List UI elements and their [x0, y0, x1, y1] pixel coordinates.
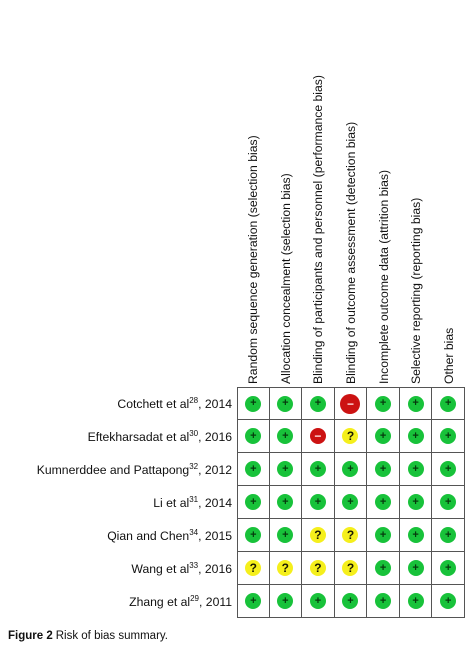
domain-header-label: Blinding of outcome assessment (detection bias) [343, 121, 358, 384]
low-risk-icon: + [342, 461, 358, 477]
grid-cell [335, 388, 368, 420]
grid-cell [302, 519, 335, 552]
domain-header-label: Blinding of participants and personnel (performance bias) [311, 75, 326, 384]
grid-cell [302, 388, 335, 420]
study-label [131, 561, 232, 576]
grid-cell [432, 486, 465, 519]
domain-header-label: Incomplete outcome data (attrition bias) [376, 169, 391, 384]
low-risk-icon: + [245, 593, 261, 609]
low-risk-icon: + [440, 461, 456, 477]
grid-cell [238, 388, 270, 420]
study-label [88, 429, 232, 444]
grid-cell [302, 486, 335, 519]
low-risk-icon: + [342, 593, 358, 609]
study-name: Li et al [153, 495, 190, 510]
grid-cell [400, 388, 433, 420]
low-risk-icon: + [245, 494, 261, 510]
low-risk-icon: + [245, 396, 261, 412]
study-name: Zhang et al [129, 594, 191, 609]
grid-cell [335, 519, 368, 552]
low-risk-icon: + [245, 527, 261, 543]
grid-cell [432, 585, 465, 618]
low-risk-icon: + [310, 396, 326, 412]
low-risk-icon: + [277, 461, 293, 477]
low-risk-icon: + [440, 593, 456, 609]
grid-cell [400, 552, 433, 585]
grid-cell [367, 388, 400, 420]
low-risk-icon: + [375, 593, 391, 609]
grid-cell [302, 585, 335, 618]
low-risk-icon: + [375, 527, 391, 543]
domain-header [270, 4, 303, 384]
low-risk-icon: + [310, 494, 326, 510]
grid-cell [367, 519, 400, 552]
low-risk-icon: + [342, 494, 358, 510]
low-risk-icon: + [277, 593, 293, 609]
unclear-risk-icon: ? [342, 560, 358, 576]
study-name: Kumnerddee and Pattapong [36, 462, 190, 477]
study-name: Wang et al [131, 561, 190, 576]
unclear-risk-icon: ? [277, 560, 293, 576]
study-label [107, 528, 232, 543]
grid-cell [238, 552, 270, 585]
high-risk-icon: − [310, 428, 326, 444]
domain-header-label: Other bias [441, 327, 456, 384]
grid-cell [367, 486, 400, 519]
grid-cell [270, 486, 303, 519]
grid-cell [238, 585, 270, 618]
low-risk-icon: + [408, 560, 424, 576]
study-year: , 2015 [198, 528, 232, 543]
grid-cell [302, 552, 335, 585]
study-name: Cotchett et al [117, 396, 190, 411]
domain-header [302, 4, 335, 384]
low-risk-icon: + [375, 461, 391, 477]
low-risk-icon: + [408, 494, 424, 510]
grid-cell [432, 420, 465, 453]
study-label [37, 462, 232, 477]
grid-cell [270, 585, 303, 618]
domain-header [335, 4, 368, 384]
study-reference: 28 [189, 395, 199, 405]
study-year: , 2016 [198, 561, 232, 576]
domain-header-label: Selective reporting (reporting bias) [409, 197, 424, 384]
grid-cell [367, 420, 400, 453]
low-risk-icon: + [440, 428, 456, 444]
domain-header [400, 4, 433, 384]
grid-cell [432, 552, 465, 585]
grid-cell [400, 486, 433, 519]
unclear-risk-icon: ? [310, 560, 326, 576]
unclear-risk-icon: ? [245, 560, 261, 576]
grid-cell [270, 388, 303, 420]
low-risk-icon: + [245, 461, 261, 477]
figure-label: Figure 2 [8, 630, 53, 642]
study-labels [0, 387, 232, 618]
low-risk-icon: + [440, 527, 456, 543]
grid-cell [238, 519, 270, 552]
study-reference: 34 [189, 527, 199, 537]
low-risk-icon: + [408, 396, 424, 412]
domain-header [432, 4, 465, 384]
domain-header [367, 4, 400, 384]
study-reference: 29 [190, 593, 200, 603]
risk-of-bias-grid [237, 387, 465, 618]
study-year: , 2014 [198, 495, 232, 510]
unclear-risk-icon: ? [342, 428, 358, 444]
study-name: Qian and Chen [107, 528, 190, 543]
grid-cell [335, 552, 368, 585]
grid-cell [367, 453, 400, 486]
low-risk-icon: + [277, 396, 293, 412]
grid-cell [432, 388, 465, 420]
grid-cell [432, 519, 465, 552]
grid-cell [335, 486, 368, 519]
grid-cell [270, 453, 303, 486]
grid-cell [302, 453, 335, 486]
grid-cell [400, 585, 433, 618]
study-label [117, 396, 232, 411]
unclear-risk-icon: ? [310, 527, 326, 543]
study-reference: 33 [189, 560, 199, 570]
low-risk-icon: + [408, 461, 424, 477]
grid-cell [367, 585, 400, 618]
low-risk-icon: + [408, 527, 424, 543]
study-label [129, 594, 232, 609]
low-risk-icon: + [277, 428, 293, 444]
study-name: Eftekharsadat et al [87, 429, 190, 444]
grid-cell [335, 420, 368, 453]
grid-cell [238, 453, 270, 486]
grid-cell [367, 552, 400, 585]
study-year: , 2016 [198, 429, 232, 444]
low-risk-icon: + [310, 593, 326, 609]
low-risk-icon: + [375, 428, 391, 444]
study-year: , 2012 [198, 462, 232, 477]
low-risk-icon: + [375, 494, 391, 510]
low-risk-icon: + [440, 494, 456, 510]
low-risk-icon: + [310, 461, 326, 477]
domain-headers [237, 4, 465, 384]
study-year: , 2014 [198, 396, 232, 411]
domain-header-label: Allocation concealment (selection bias) [278, 173, 293, 384]
low-risk-icon: + [277, 494, 293, 510]
low-risk-icon: + [375, 560, 391, 576]
high-risk-icon: − [340, 394, 360, 414]
low-risk-icon: + [375, 396, 391, 412]
domain-header [237, 4, 270, 384]
grid-cell [238, 486, 270, 519]
study-label [153, 495, 232, 510]
grid-cell [270, 420, 303, 453]
low-risk-icon: + [245, 428, 261, 444]
figure-caption [8, 630, 168, 642]
domain-header-label: Random sequence generation (selection bias) [246, 135, 261, 384]
grid-cell [302, 420, 335, 453]
low-risk-icon: + [408, 428, 424, 444]
grid-cell [432, 453, 465, 486]
study-year: , 2011 [199, 594, 232, 609]
study-reference: 30 [189, 428, 199, 438]
grid-cell [400, 453, 433, 486]
low-risk-icon: + [277, 527, 293, 543]
study-reference: 31 [189, 494, 199, 504]
grid-cell [335, 453, 368, 486]
low-risk-icon: + [440, 396, 456, 412]
study-reference: 32 [189, 461, 199, 471]
grid-cell [335, 585, 368, 618]
unclear-risk-icon: ? [342, 527, 358, 543]
grid-cell [400, 420, 433, 453]
grid-cell [400, 519, 433, 552]
low-risk-icon: + [440, 560, 456, 576]
grid-cell [270, 552, 303, 585]
grid-cell [238, 420, 270, 453]
low-risk-icon: + [408, 593, 424, 609]
figure-caption-text: Risk of bias summary. [55, 630, 168, 642]
grid-cell [270, 519, 303, 552]
